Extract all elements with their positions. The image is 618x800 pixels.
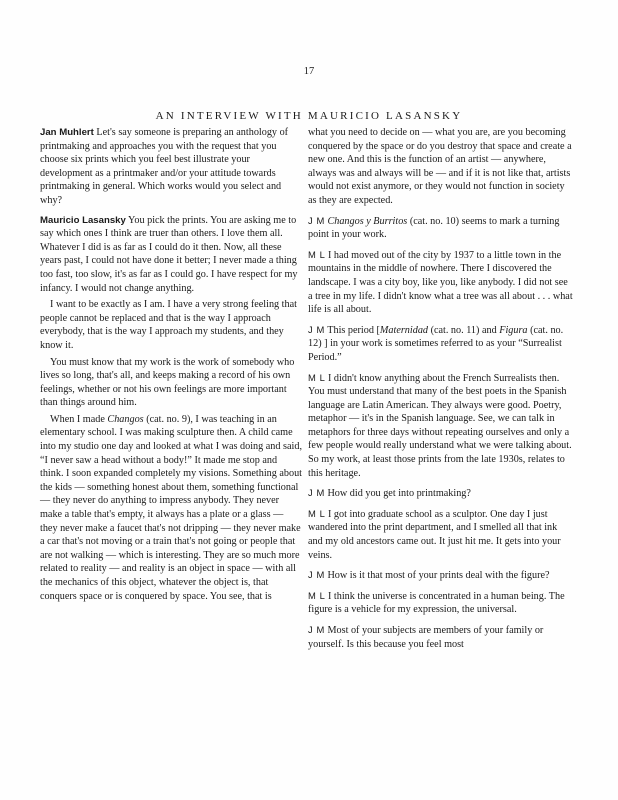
speaker-name: Mauricio Lasansky [40,214,126,226]
paragraph-text: what you need to decide on — what you are, are you becoming conquered by the space or do you destroy that space and create a new one. And this is the function of an artist — anywhere, always was and always will be — and if it is not like that, artists would not exist anymore, or they would not function in society as they are expected. [308,127,572,206]
paragraph-text: You must know that my work is the work of somebody who lives so long, that's all, and keeps making a record of his own feelings, whether or not his own feelings are more important than things around him. [40,356,295,409]
article-title: AN INTERVIEW WITH MAURICIO LASANSKY [155,110,463,122]
paragraph [40,298,302,352]
paragraph-text: I got into graduate school as a sculptor. One day I just wandered into the print department, and I smelled all that ink and my old ancestors came out. It just hit me. It gets into your veins. [308,508,561,561]
speaker-initials: M L [308,248,326,260]
paragraph-text: I didn't know anything about the French Surrealists then. You must understand that many of the best poets in the Spanish language are Latin American. They always were good. Poetry, metaphor — it's in the Spanish language. See, we can talk in metaphors for three days without repeating ourselves and only a few people would really understand what we were talking about. So my work, at least those prints from the late 1930s, relates to this heritage. [308,372,572,479]
paragraph [308,323,573,365]
paragraph [308,589,573,617]
paragraph-text: (cat. no. 10) seems to mark a turning point in your work. [308,215,560,241]
paragraph-text: I had moved out of the city by 1937 to a little town in the mountains in the middle of nowhere. There I discovered the landscape. I was a city boy, like you, like anybody. I did not see a tree in my life. I didn't know what a tree was all about . . . what life is all about. [308,249,573,316]
left-column [40,126,302,606]
right-column [308,126,573,654]
artwork-title: Changos y Burritos [327,215,408,227]
page-number: 17 [303,66,315,77]
paragraph [308,371,573,481]
paragraph-text: (cat. no. 9), I was teaching in an elementary school. I was making sculpture then. A child came into my studio one day and looked at what I was doing and said, “I never saw a head without a body!” It made me stop and think. I soon expanded completely my visions. Something about the kids — something honest about them, something functional — they never do anything to impress anybody. They never make a table that's empty, it always has a plate or a glass — they never make a faucet that's not dripping — they never make a car that's not moving or a train that's not going or people that are not walking — which is interesting. They are so much more related to reality — and reality is an object in space — with all the mechanics of this object, whatever the object is, that conquers space or is conquered by space. You see, that is [40,413,303,602]
speaker-initials: J M [308,323,325,335]
paragraph [40,214,302,296]
paragraph-text: When I made [50,413,108,425]
paragraph [40,126,302,208]
paragraph-text: Let's say someone is preparing an anthology of printmaking and approaches you with the request that you choose six prints which you feel best illustrate your development as a printmaker and/or your attitude towards printmaking in general. Which works would you select and why? [40,127,289,206]
speaker-initials: M L [308,589,326,601]
paragraph-text: I want to be exactly as I am. I have a very strong feeling that people cannot be replaced and that is the way I approach everybody, that is the way I approach my students, and they know it. [40,299,297,351]
paragraph-text: (cat. no. 12) ] in your work is sometimes referred to as your “Surrealist Period.” [308,324,564,363]
paragraph [308,486,573,501]
paragraph [308,248,573,317]
paragraph [308,623,573,651]
paragraph-text: How did you get into printmaking? [324,488,471,500]
paragraph-text: (cat. no. 11) and [428,324,500,336]
paragraph-text: How is it that most of your prints deal with the figure? [324,570,550,582]
speaker-initials: J M [308,569,325,581]
paragraph [40,413,302,603]
paragraph [308,214,573,242]
paragraph-text: I think the universe is concentrated in a human being. The figure is a vehicle for my expression, the universal. [308,590,565,616]
speaker-initials: J M [308,624,325,635]
speaker-initials: J M [308,487,325,499]
paragraph [40,356,302,410]
artwork-title: Changos [107,413,144,425]
artwork-title: Figura [499,324,528,336]
speaker-initials: J M [308,214,325,226]
artwork-title: Maternidad [379,324,429,336]
speaker-name: Jan Muhlert [40,127,94,138]
speaker-initials: M L [308,507,326,519]
paragraph-text: Most of your subjects are members of your family or yourself. Is this because you feel most [308,625,544,650]
speaker-initials: M L [308,371,326,383]
paragraph-text: This period [ [324,324,380,336]
paragraph [308,126,573,208]
paragraph [308,507,573,562]
paragraph-text: You pick the prints. You are asking me to say which ones I think are truer than others. I love them all. Whatever I did is as far as I could do it then. Now, all these years past, I could not have done it better; I never made a thing too fast, too slow, it's as far as I could go. I have respect for my infancy. I would not change anything. [40,214,298,294]
paragraph [308,568,573,583]
